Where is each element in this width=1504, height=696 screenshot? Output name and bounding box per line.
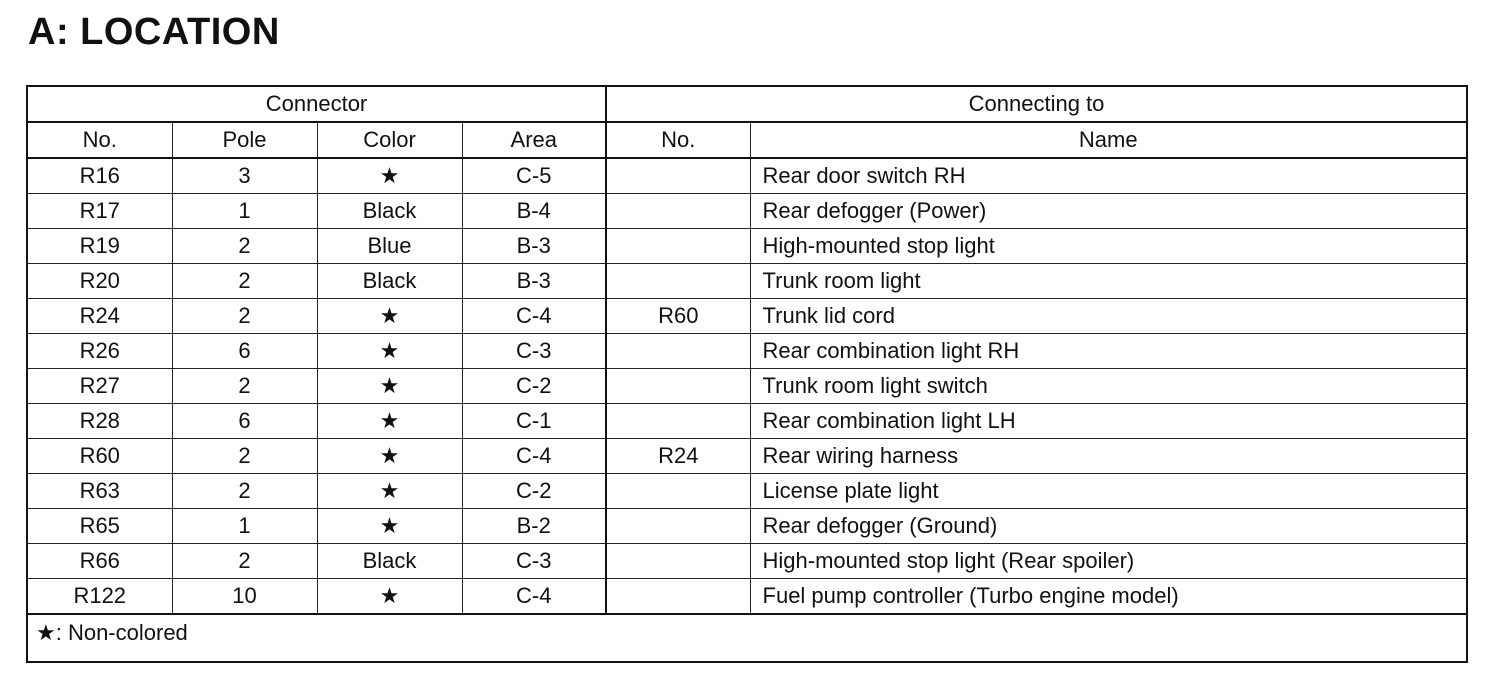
cell-connecting-no [606,474,750,509]
cell-connecting-name: Rear defogger (Power) [750,194,1466,229]
table-row [28,194,1466,229]
cell-color: Black [317,194,462,229]
cell-connecting-name: Rear wiring harness [750,439,1466,474]
cell-pole: 3 [172,158,317,194]
cell-area: C-5 [462,158,606,194]
connector-group-header: Connector [28,87,606,122]
cell-connector-no: R66 [28,544,172,579]
cell-connecting-no [606,579,750,615]
location-table [28,87,1466,651]
cell-connector-no: R28 [28,404,172,439]
cell-pole: 1 [172,509,317,544]
col-header-area: Area [462,122,606,158]
group-header-row [28,87,1466,122]
cell-area: B-2 [462,509,606,544]
cell-color: ★ [317,474,462,509]
cell-area: C-2 [462,369,606,404]
cell-connector-no: R60 [28,439,172,474]
cell-pole: 6 [172,404,317,439]
cell-pole: 2 [172,439,317,474]
cell-connecting-no [606,158,750,194]
connecting-to-group-header: Connecting to [606,87,1466,122]
cell-connecting-no: R60 [606,299,750,334]
cell-connecting-name: Rear door switch RH [750,158,1466,194]
cell-connector-no: R27 [28,369,172,404]
cell-color: Black [317,264,462,299]
cell-connecting-no [606,229,750,264]
cell-pole: 2 [172,369,317,404]
cell-area: C-3 [462,544,606,579]
cell-pole: 2 [172,474,317,509]
cell-connector-no: R65 [28,509,172,544]
connector-location-table [26,85,1468,663]
cell-connector-no: R122 [28,579,172,615]
cell-color: Black [317,544,462,579]
cell-area: C-2 [462,474,606,509]
table-row [28,404,1466,439]
cell-area: B-3 [462,229,606,264]
table-row [28,369,1466,404]
table-row [28,544,1466,579]
cell-pole: 2 [172,264,317,299]
cell-connecting-name: Fuel pump controller (Turbo engine model) [750,579,1466,615]
col-header-pole: Pole [172,122,317,158]
table-row [28,509,1466,544]
table-row [28,439,1466,474]
cell-connecting-name: License plate light [750,474,1466,509]
table-row [28,474,1466,509]
page-title: A: LOCATION [28,11,280,53]
cell-pole: 2 [172,544,317,579]
cell-pole: 6 [172,334,317,369]
cell-area: C-1 [462,404,606,439]
cell-area: B-3 [462,264,606,299]
cell-color: ★ [317,404,462,439]
cell-area: C-4 [462,299,606,334]
cell-connecting-name: Trunk room light [750,264,1466,299]
cell-connector-no: R20 [28,264,172,299]
cell-connecting-no [606,334,750,369]
col-header-color: Color [317,122,462,158]
cell-connector-no: R17 [28,194,172,229]
cell-connector-no: R24 [28,299,172,334]
cell-connecting-no [606,369,750,404]
table-row [28,264,1466,299]
cell-color: ★ [317,299,462,334]
cell-area: B-4 [462,194,606,229]
cell-connecting-no [606,404,750,439]
cell-color: ★ [317,439,462,474]
cell-connecting-no: R24 [606,439,750,474]
cell-connecting-no [606,194,750,229]
cell-area: C-4 [462,439,606,474]
footnote-row [28,614,1466,651]
table-row [28,299,1466,334]
cell-area: C-4 [462,579,606,615]
cell-connecting-name: Trunk lid cord [750,299,1466,334]
table-row [28,229,1466,264]
cell-connecting-no [606,509,750,544]
cell-color: Blue [317,229,462,264]
cell-connecting-name: Rear combination light LH [750,404,1466,439]
cell-color: ★ [317,158,462,194]
cell-connecting-name: High-mounted stop light (Rear spoiler) [750,544,1466,579]
cell-pole: 2 [172,229,317,264]
cell-color: ★ [317,509,462,544]
cell-connector-no: R63 [28,474,172,509]
cell-area: C-3 [462,334,606,369]
footnote: ★: Non-colored [28,614,1466,651]
column-header-row [28,122,1466,158]
cell-pole: 10 [172,579,317,615]
col-header-name: Name [750,122,1466,158]
cell-color: ★ [317,334,462,369]
cell-pole: 2 [172,299,317,334]
cell-connecting-name: Rear defogger (Ground) [750,509,1466,544]
cell-color: ★ [317,369,462,404]
cell-connector-no: R19 [28,229,172,264]
cell-connector-no: R26 [28,334,172,369]
cell-connector-no: R16 [28,158,172,194]
cell-connecting-no [606,264,750,299]
table-row [28,334,1466,369]
cell-connecting-no [606,544,750,579]
cell-connecting-name: Trunk room light switch [750,369,1466,404]
table-row [28,158,1466,194]
cell-pole: 1 [172,194,317,229]
cell-connecting-name: Rear combination light RH [750,334,1466,369]
table-row [28,579,1466,615]
col-header-to-no: No. [606,122,750,158]
cell-color: ★ [317,579,462,615]
cell-connecting-name: High-mounted stop light [750,229,1466,264]
col-header-no: No. [28,122,172,158]
